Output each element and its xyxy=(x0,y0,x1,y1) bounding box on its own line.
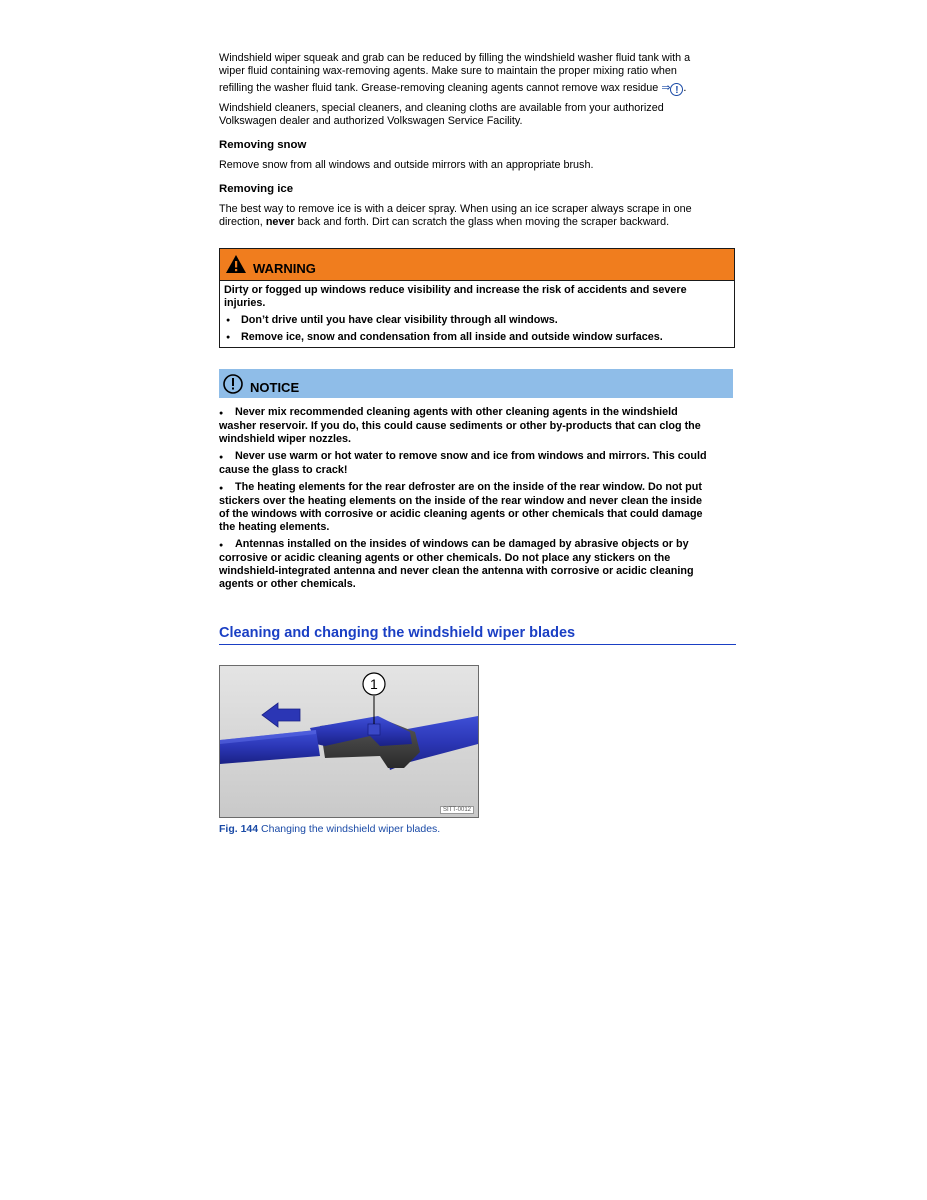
text-line: agents or other chemicals. xyxy=(219,578,356,590)
text-line: Dirty or fogged up windows reduce visibility and increase the risk of accidents and severe xyxy=(224,284,687,296)
text-line: injuries. xyxy=(224,297,266,309)
text-line: wiper fluid containing wax-removing agents. Make sure to maintain the proper mixing ratio when xyxy=(219,65,677,77)
caption-text: Changing the windshield wiper blades. xyxy=(258,823,441,835)
text-span: direction, xyxy=(219,216,266,228)
text-line: Windshield cleaners, special cleaners, and cleaning cloths are available from your authorized xyxy=(219,102,664,114)
text-span: back and forth. Dirt can scratch the glass when moving the scraper backward. xyxy=(294,216,670,228)
notice-exclamation-icon xyxy=(222,373,244,395)
text-line: of the windows with corrosive or acidic cleaning agents or other chemicals that could damage xyxy=(219,508,703,520)
warning-intro xyxy=(224,284,730,310)
figure-caption xyxy=(219,823,440,835)
text-line: Never mix recommended cleaning agents with other cleaning agents in the windshield xyxy=(235,406,678,418)
text-line: refilling the washer fluid tank. Grease-removing cleaning agents cannot remove wax residue xyxy=(219,82,659,94)
text-line: Antennas installed on the insides of windows can be damaged by abrasive objects or by xyxy=(235,538,689,550)
caption-label: Fig. 144 xyxy=(219,823,259,835)
warning-title: WARNING xyxy=(253,261,316,276)
ice-text xyxy=(219,203,735,229)
text-line: Never use warm or hot water to remove snow and ice from windows and mirrors. This could xyxy=(235,450,707,462)
text-line: corrosive or acidic cleaning agents or other chemicals. Do not place any stickers on the xyxy=(219,552,671,564)
bullet: ● xyxy=(219,410,224,417)
text-line: Windshield wiper squeak and grab can be reduced by filling the windshield washer fluid tank with a xyxy=(219,52,691,64)
warning-item-text: Don’t drive until you have clear visibility through all windows. xyxy=(241,314,558,326)
callout-number: 1 xyxy=(370,676,378,692)
intro-paragraph-1-end xyxy=(219,82,735,96)
warning-item-text: Remove ice, snow and condensation from all inside and outside window surfaces. xyxy=(241,331,663,343)
figure-code: SITT-0012 xyxy=(440,806,474,814)
heading-removing-snow: Removing snow xyxy=(219,139,307,151)
bullet: ● xyxy=(219,454,224,461)
intro-paragraph-1 xyxy=(219,52,735,78)
bullet: ● xyxy=(219,485,224,492)
warning-box xyxy=(219,248,735,348)
text-line: The heating elements for the rear defroster are on the inside of the rear window. Do not put xyxy=(235,481,702,493)
notice-item xyxy=(219,538,735,591)
text-line: Volkswagen dealer and authorized Volkswagen Service Facility. xyxy=(219,115,523,127)
notice-item xyxy=(219,406,735,446)
text-line: the heating elements. xyxy=(219,521,330,533)
bullet: ● xyxy=(226,317,231,324)
notice-item xyxy=(219,481,735,534)
text-line: stickers over the heating elements on the inside of the rear window and never clean the inside xyxy=(219,495,702,507)
text-end: . xyxy=(683,82,687,94)
bullet: ● xyxy=(226,334,231,341)
warning-triangle-icon xyxy=(225,254,247,274)
notice-header xyxy=(219,369,733,398)
text-line: washer reservoir. If you do, this could cause sediments or other by-products that can clog the xyxy=(219,420,701,432)
notice-body xyxy=(219,406,735,595)
main-text xyxy=(219,52,735,229)
wiper-blade-illustration xyxy=(220,666,478,817)
warning-header xyxy=(220,249,734,281)
notice-symbol-icon: ! xyxy=(670,83,683,96)
text-line: windshield wiper nozzles. xyxy=(219,433,351,445)
warning-body xyxy=(220,281,734,347)
section-heading: Cleaning and changing the windshield wiper blades xyxy=(219,624,736,645)
text-line: The best way to remove ice is with a deicer spray. When using an ice scraper always scrape in one xyxy=(219,203,692,215)
notice-title: NOTICE xyxy=(250,380,300,395)
warning-item xyxy=(224,314,730,327)
wiper-blade-figure xyxy=(219,665,479,818)
bullet: ● xyxy=(219,542,224,549)
emphasis-never: never xyxy=(265,216,295,228)
intro-paragraph-2 xyxy=(219,102,735,128)
text-line: windshield-integrated antenna and never clean the antenna with corrosive or acidic cleaning xyxy=(219,565,694,577)
notice-item xyxy=(219,450,735,477)
heading-removing-ice: Removing ice xyxy=(219,183,294,195)
text-line: cause the glass to crack! xyxy=(219,464,348,476)
cross-ref-arrow[interactable]: ⇒ xyxy=(661,82,671,94)
warning-item xyxy=(224,331,730,344)
snow-text: Remove snow from all windows and outside mirrors with an appropriate brush. xyxy=(219,159,594,171)
